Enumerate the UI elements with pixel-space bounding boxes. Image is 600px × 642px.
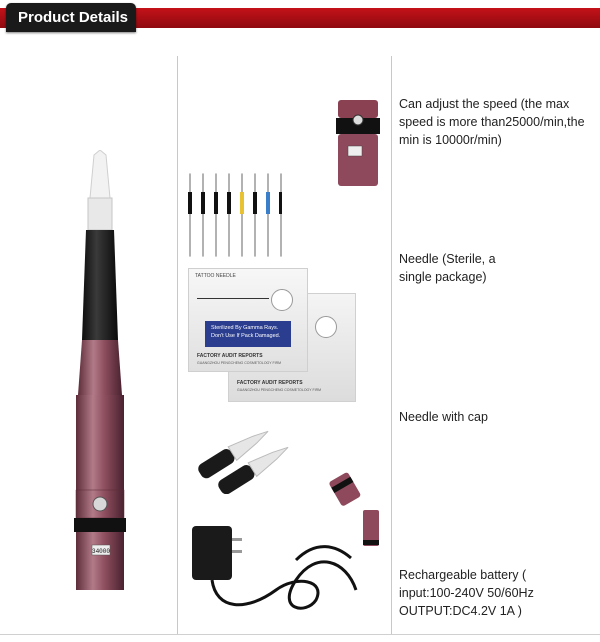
needles-row-image	[184, 164, 284, 264]
column-divider-right	[391, 56, 392, 634]
sterilized-line-2: Don't Use If Pack Damaged.	[211, 333, 281, 339]
caption-battery: Rechargeable battery ( input:100-240V 50/60Hz OUTPUT:DC4.2V 1A )	[399, 568, 534, 618]
tattoo-pen-image	[60, 150, 140, 600]
pen-dial-label: 34000	[91, 548, 111, 555]
column-divider-left	[177, 56, 178, 634]
product-details-tab[interactable]	[6, 3, 136, 32]
bottom-border	[0, 634, 600, 635]
factory-sub-back: GUANGZHOU PENGCHENG COSMETOLOGY FIRM	[237, 388, 322, 392]
caption-speed: Can adjust the speed (the max speed is more than25000/min,the min is 10000r/min)	[399, 97, 585, 147]
factory-sub-front: GUANGZHOU PENGCHENG COSMETOLOGY FIRM	[197, 361, 282, 365]
caption-needle: Needle (Sterile, a single package)	[399, 252, 496, 284]
header-bar	[0, 0, 600, 34]
caption-needle-cap: Needle with cap	[399, 410, 488, 424]
factory-report-back: FACTORY AUDIT REPORTS	[237, 380, 303, 386]
speed-dial-image	[334, 100, 384, 190]
needles-with-cap-image	[188, 404, 308, 494]
sterilized-line-1: Sterilized By Gamma Rays.	[211, 325, 279, 331]
tab-title: Product Details	[18, 9, 129, 26]
pen-cap-parts-image	[325, 468, 385, 553]
factory-report-front: FACTORY AUDIT REPORTS	[197, 353, 263, 359]
needle-package-front	[188, 268, 308, 372]
package-label-top: TATTOO NEEDLE	[195, 273, 236, 279]
